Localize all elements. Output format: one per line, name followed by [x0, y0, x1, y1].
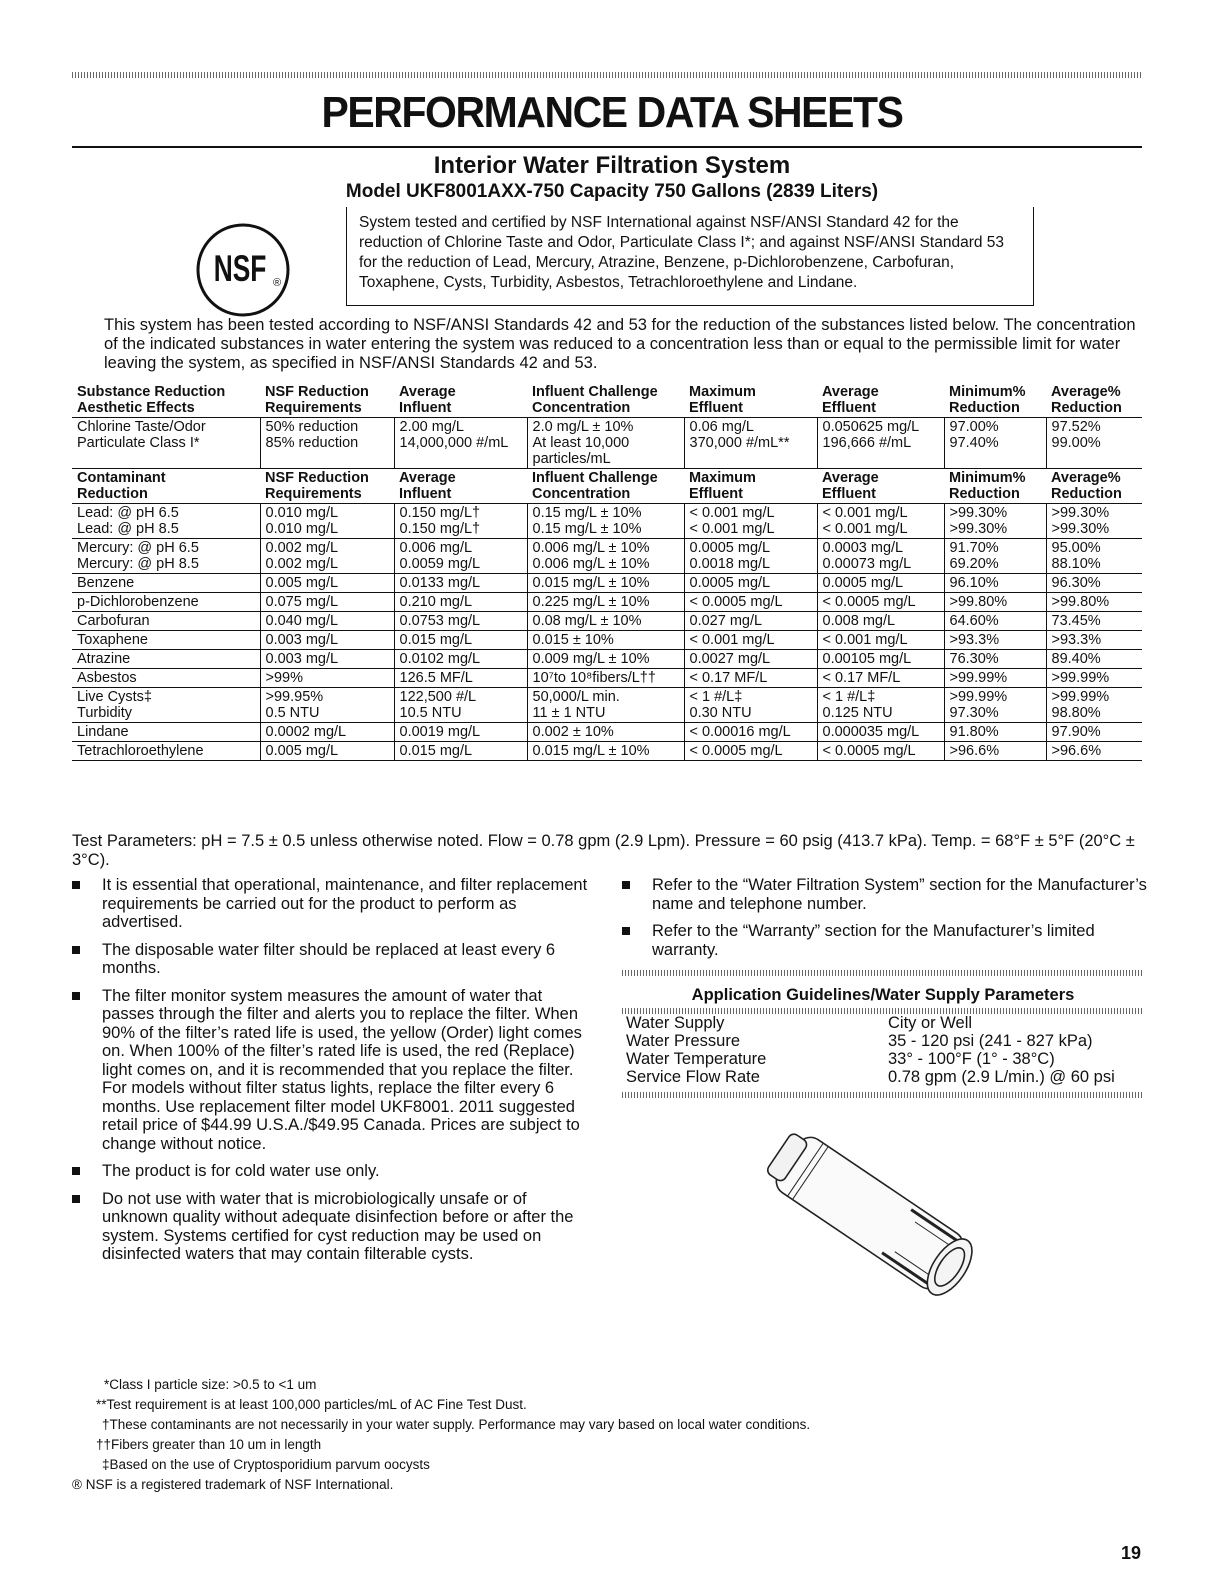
- table-cell: >99.99% 97.30%: [944, 688, 1046, 723]
- table-cell: 64.60%: [944, 612, 1046, 631]
- table-cell: < 0.00016 mg/L: [684, 723, 817, 742]
- title-rule: [72, 146, 1142, 148]
- table-cell: 0.15 mg/L ± 10% 0.15 mg/L ± 10%: [527, 504, 684, 539]
- table-cell: Carbofuran: [72, 612, 260, 631]
- bullet-text: The product is for cold water use only.: [102, 1162, 380, 1180]
- nsf-logo-icon: [195, 222, 291, 318]
- table-cell: 126.5 MF/L: [394, 669, 527, 688]
- water-filter-cartridge-icon: [750, 1130, 1010, 1310]
- table-cell: >99%: [260, 669, 394, 688]
- table-cell: 10⁷to 10⁸fibers/L††: [527, 669, 684, 688]
- table-cell: >99.30% >99.30%: [1046, 504, 1142, 539]
- table-cell: 76.30%: [944, 650, 1046, 669]
- table-cell: < 0.0005 mg/L: [817, 742, 944, 761]
- model-line: Model UKF8001AXX-750 Capacity 750 Gallons (2839 Liters): [345, 181, 879, 202]
- bullet-item: [622, 922, 1147, 959]
- guidelines-table: [624, 1014, 1117, 1086]
- guidelines-top-hatch: [622, 970, 1144, 976]
- table-cell: >99.80%: [1046, 593, 1142, 612]
- table-cell: 0.225 mg/L ± 10%: [527, 593, 684, 612]
- guideline-value: 33° - 100°F (1° - 38°C): [888, 1050, 1055, 1068]
- certification-box: System tested and certified by NSF International against NSF/ANSI Standard 42 for the reduction of Chlorine Taste and Odor, Particulate Class I*; and against NSF/ANSI Standard 53 for the reduction of Lead, Mercury, Atrazine, Benzene, p-Dichlorobenzene, Carbofuran, Toxaphene, Cysts, Turbidity, Asbestos, Tetrachloroethylene and Lindane.: [346, 207, 1034, 306]
- footnotes: [72, 1375, 810, 1495]
- table-cell: 0.06 mg/L 370,000 #/mL**: [684, 418, 817, 469]
- table-cell: 0.0027 mg/L: [684, 650, 817, 669]
- nsf-logo-text: NSF: [213, 247, 267, 289]
- table-cell: 96.30%: [1046, 574, 1142, 593]
- guidelines-bottom-hatch: [622, 1092, 1144, 1098]
- table-cell: 0.005 mg/L: [260, 742, 394, 761]
- table-row: [72, 631, 1142, 650]
- table-cell: 0.0753 mg/L: [394, 612, 527, 631]
- table-header-cell: Maximum Effluent: [684, 469, 817, 504]
- footnote: ® NSF is a registered trademark of NSF International.: [72, 1477, 394, 1492]
- table-cell: 0.002 mg/L 0.002 mg/L: [260, 539, 394, 574]
- table-row: [72, 504, 1142, 539]
- table-cell: 0.0005 mg/L: [684, 574, 817, 593]
- table-cell: >93.3%: [944, 631, 1046, 650]
- table-cell: 0.015 ± 10%: [527, 631, 684, 650]
- table-cell: 0.075 mg/L: [260, 593, 394, 612]
- table-header-cell: Maximum Effluent: [684, 383, 817, 418]
- bullet-square-icon: [72, 1167, 80, 1175]
- guideline-label: Water Supply: [626, 1014, 725, 1032]
- table-header-row: [72, 469, 1142, 504]
- table-row: [72, 723, 1142, 742]
- bullet-item: [72, 876, 592, 932]
- table-cell: Mercury: @ pH 6.5 Mercury: @ pH 8.5: [72, 539, 260, 574]
- table-cell: < 0.17 MF/L: [684, 669, 817, 688]
- guideline-label: Water Temperature: [626, 1050, 767, 1068]
- table-cell: Live Cysts‡ Turbidity: [72, 688, 260, 723]
- table-cell: < 1 #/L‡ 0.125 NTU: [817, 688, 944, 723]
- table-cell: Lead: @ pH 6.5 Lead: @ pH 8.5: [72, 504, 260, 539]
- bullet-square-icon: [72, 946, 80, 954]
- table-cell: 95.00% 88.10%: [1046, 539, 1142, 574]
- table-cell: 0.015 mg/L ± 10%: [527, 574, 684, 593]
- bullet-square-icon: [622, 881, 630, 889]
- table-header-cell: Average Influent: [394, 469, 527, 504]
- table-cell: 0.00105 mg/L: [817, 650, 944, 669]
- table-cell: 0.005 mg/L: [260, 574, 394, 593]
- guideline-value: City or Well: [888, 1014, 973, 1032]
- table-cell: < 0.001 mg/L: [817, 631, 944, 650]
- table-cell: Chlorine Taste/Odor Particulate Class I*: [72, 418, 260, 469]
- table-cell: 0.040 mg/L: [260, 612, 394, 631]
- table-row: [72, 650, 1142, 669]
- performance-table: [72, 383, 1142, 761]
- table-cell: 0.027 mg/L: [684, 612, 817, 631]
- table-row: [72, 669, 1142, 688]
- table-header-cell: Average Effluent: [817, 469, 944, 504]
- table-header-cell: Average% Reduction: [1046, 469, 1142, 504]
- table-row: [72, 593, 1142, 612]
- table-cell: >96.6%: [1046, 742, 1142, 761]
- table-cell: 0.003 mg/L: [260, 631, 394, 650]
- table-cell: 0.0019 mg/L: [394, 723, 527, 742]
- footnote: *Class I particle size: >0.5 to <1 um: [104, 1377, 317, 1392]
- bullet-item: [72, 987, 592, 1154]
- table-row: [72, 742, 1142, 761]
- bullet-item: [622, 876, 1147, 913]
- table-header-cell: Substance Reduction Aesthetic Effects: [72, 383, 260, 418]
- table-cell: 0.010 mg/L 0.010 mg/L: [260, 504, 394, 539]
- table-cell: 0.0002 mg/L: [260, 723, 394, 742]
- table-cell: 0.003 mg/L: [260, 650, 394, 669]
- table-cell: < 0.0005 mg/L: [684, 742, 817, 761]
- guideline-row: [624, 1032, 1117, 1050]
- page-number: 19: [1121, 1543, 1142, 1563]
- bullet-list-right: [622, 876, 1147, 968]
- table-cell: 73.45%: [1046, 612, 1142, 631]
- table-cell: 0.050625 mg/L 196,666 #/mL: [817, 418, 944, 469]
- table-header-cell: Minimum% Reduction: [944, 383, 1046, 418]
- table-header-cell: Average Influent: [394, 383, 527, 418]
- bullet-text: Refer to the “Warranty” section for the Manufacturer’s limited warranty.: [652, 922, 1095, 959]
- table-cell: 97.52% 99.00%: [1046, 418, 1142, 469]
- table-header-cell: Contaminant Reduction: [72, 469, 260, 504]
- footnote: ‡Based on the use of Cryptosporidium parvum oocysts: [102, 1457, 430, 1472]
- guideline-value: 35 - 120 psi (241 - 827 kPa): [888, 1032, 1093, 1050]
- table-row: [72, 539, 1142, 574]
- table-cell: 2.00 mg/L 14,000,000 #/mL: [394, 418, 527, 469]
- bullet-list-left: [72, 876, 592, 1273]
- bullet-item: [72, 1162, 592, 1181]
- table-cell: 97.00% 97.40%: [944, 418, 1046, 469]
- table-header-cell: NSF Reduction Requirements: [260, 469, 394, 504]
- table-cell: 0.000035 mg/L: [817, 723, 944, 742]
- table-header-cell: Average Effluent: [817, 383, 944, 418]
- table-cell: 50% reduction 85% reduction: [260, 418, 394, 469]
- table-cell: 2.0 mg/L ± 10% At least 10,000 particles/mL: [527, 418, 684, 469]
- table-header-row: [72, 383, 1142, 418]
- table-cell: >99.95% 0.5 NTU: [260, 688, 394, 723]
- intro-paragraph: This system has been tested according to NSF/ANSI Standards 42 and 53 for the reduction of the substances listed below. The concentration of the indicated substances in water entering the system was reduced to a concentration less than or equal to the permissible limit for water leaving the system, as specified in NSF/ANSI Standards 42 and 53.: [104, 316, 1136, 372]
- table-cell: < 0.0005 mg/L: [684, 593, 817, 612]
- bullet-square-icon: [72, 992, 80, 1000]
- footnote: **Test requirement is at least 100,000 particles/mL of AC Fine Test Dust.: [96, 1397, 527, 1412]
- guideline-value: 0.78 gpm (2.9 L/min.) @ 60 psi: [888, 1068, 1115, 1086]
- table-cell: 0.0133 mg/L: [394, 574, 527, 593]
- nsf-logo-registered: ®: [273, 277, 282, 289]
- top-hatch-rule: [72, 72, 1142, 78]
- bullet-text: The disposable water filter should be replaced at least every 6 months.: [102, 940, 556, 977]
- table-cell: 0.0003 mg/L 0.00073 mg/L: [817, 539, 944, 574]
- table-cell: 0.006 mg/L 0.0059 mg/L: [394, 539, 527, 574]
- table-cell: 0.015 mg/L ± 10%: [527, 742, 684, 761]
- footnote: †These contaminants are not necessarily in your water supply. Performance may vary based on local water conditions.: [102, 1417, 811, 1432]
- table-cell: >99.30% >99.30%: [944, 504, 1046, 539]
- table-header-cell: Average% Reduction: [1046, 383, 1142, 418]
- table-cell: 0.009 mg/L ± 10%: [527, 650, 684, 669]
- guideline-row: [624, 1068, 1117, 1086]
- table-cell: Asbestos: [72, 669, 260, 688]
- page-subtitle: Interior Water Filtration System: [433, 152, 791, 179]
- test-parameters: Test Parameters: pH = 7.5 ± 0.5 unless otherwise noted. Flow = 0.78 gpm (2.9 Lpm). Pressure = 60 psig (413.7 kPa). Temp. = 68°F ± 5°F (20°C ± 3°C).: [72, 832, 1135, 869]
- table-cell: >99.99%: [1046, 669, 1142, 688]
- table-cell: 0.0005 mg/L 0.0018 mg/L: [684, 539, 817, 574]
- table-header-cell: NSF Reduction Requirements: [260, 383, 394, 418]
- table-header-cell: Minimum% Reduction: [944, 469, 1046, 504]
- bullet-square-icon: [622, 927, 630, 935]
- table-cell: 122,500 #/L 10.5 NTU: [394, 688, 527, 723]
- bullet-text: Refer to the “Water Filtration System” section for the Manufacturer’s name and telephone number.: [652, 876, 1147, 913]
- table-cell: 0.015 mg/L: [394, 631, 527, 650]
- table-cell: 91.80%: [944, 723, 1046, 742]
- table-cell: >99.80%: [944, 593, 1046, 612]
- table-row: [72, 574, 1142, 593]
- table-cell: Toxaphene: [72, 631, 260, 650]
- table-cell: 50,000/L min. 11 ± 1 NTU: [527, 688, 684, 723]
- table-cell: >99.99%: [944, 669, 1046, 688]
- bullet-square-icon: [72, 1195, 80, 1203]
- guidelines-title: Application Guidelines/Water Supply Parameters: [691, 986, 1075, 1004]
- bullet-item: [72, 1190, 592, 1264]
- table-cell: Benzene: [72, 574, 260, 593]
- table-cell: 0.150 mg/L† 0.150 mg/L†: [394, 504, 527, 539]
- table-header-cell: Influent Challenge Concentration: [527, 469, 684, 504]
- bullet-item: [72, 941, 592, 978]
- table-cell: >99.99% 98.80%: [1046, 688, 1142, 723]
- guideline-row: [624, 1014, 1117, 1032]
- table-cell: < 0.17 MF/L: [817, 669, 944, 688]
- table-header-cell: Influent Challenge Concentration: [527, 383, 684, 418]
- table-cell: 97.90%: [1046, 723, 1142, 742]
- table-cell: < 0.001 mg/L < 0.001 mg/L: [684, 504, 817, 539]
- table-cell: >93.3%: [1046, 631, 1142, 650]
- table-cell: 0.0005 mg/L: [817, 574, 944, 593]
- table-cell: < 1 #/L‡ 0.30 NTU: [684, 688, 817, 723]
- bullet-text: Do not use with water that is microbiologically unsafe or of unknown quality without adequate disinfection before or after the system. Systems certified for cyst reduction may be used on disinfected waters that may contain filterable cysts.: [102, 1189, 574, 1263]
- table-cell: < 0.001 mg/L < 0.001 mg/L: [817, 504, 944, 539]
- bullet-text: The filter monitor system measures the amount of water that passes through the filter and alerts you to replace the filter. When 90% of the filter’s rated life is used, the yellow (Order) light comes on. When 100% of the filter’s rated life is used, the red (Replace) light comes on, and it is recommended that you replace the filter. For models without filter status lights, replace the filter every 6 months. Use replacement filter model UKF8001. 2011 suggested retail price of $44.99 U.S.A./$49.95 Canada. Prices are subject to change without notice.: [102, 986, 582, 1153]
- table-cell: < 0.001 mg/L: [684, 631, 817, 650]
- table-row: [72, 418, 1142, 469]
- bullet-square-icon: [72, 881, 80, 889]
- table-cell: 0.0102 mg/L: [394, 650, 527, 669]
- bullet-text: It is essential that operational, maintenance, and filter replacement requirements be carried out for the product to perform as advertised.: [102, 876, 588, 931]
- table-cell: 0.002 ± 10%: [527, 723, 684, 742]
- table-cell: Atrazine: [72, 650, 260, 669]
- guideline-label: Service Flow Rate: [626, 1068, 760, 1086]
- table-cell: 0.006 mg/L ± 10% 0.006 mg/L ± 10%: [527, 539, 684, 574]
- table-cell: 91.70% 69.20%: [944, 539, 1046, 574]
- page-title: PERFORMANCE DATA SHEETS: [321, 88, 903, 137]
- table-cell: < 0.0005 mg/L: [817, 593, 944, 612]
- table-cell: 0.210 mg/L: [394, 593, 527, 612]
- guideline-label: Water Pressure: [626, 1032, 741, 1050]
- footnote: ††Fibers greater than 10 um in length: [96, 1437, 322, 1452]
- table-row: [72, 612, 1142, 631]
- table-cell: 0.015 mg/L: [394, 742, 527, 761]
- guideline-row: [624, 1050, 1117, 1068]
- table-cell: Tetrachloroethylene: [72, 742, 260, 761]
- table-cell: Lindane: [72, 723, 260, 742]
- table-cell: 89.40%: [1046, 650, 1142, 669]
- table-cell: 0.008 mg/L: [817, 612, 944, 631]
- table-row: [72, 688, 1142, 723]
- table-cell: 0.08 mg/L ± 10%: [527, 612, 684, 631]
- table-cell: 96.10%: [944, 574, 1046, 593]
- table-cell: >96.6%: [944, 742, 1046, 761]
- table-cell: p-Dichlorobenzene: [72, 593, 260, 612]
